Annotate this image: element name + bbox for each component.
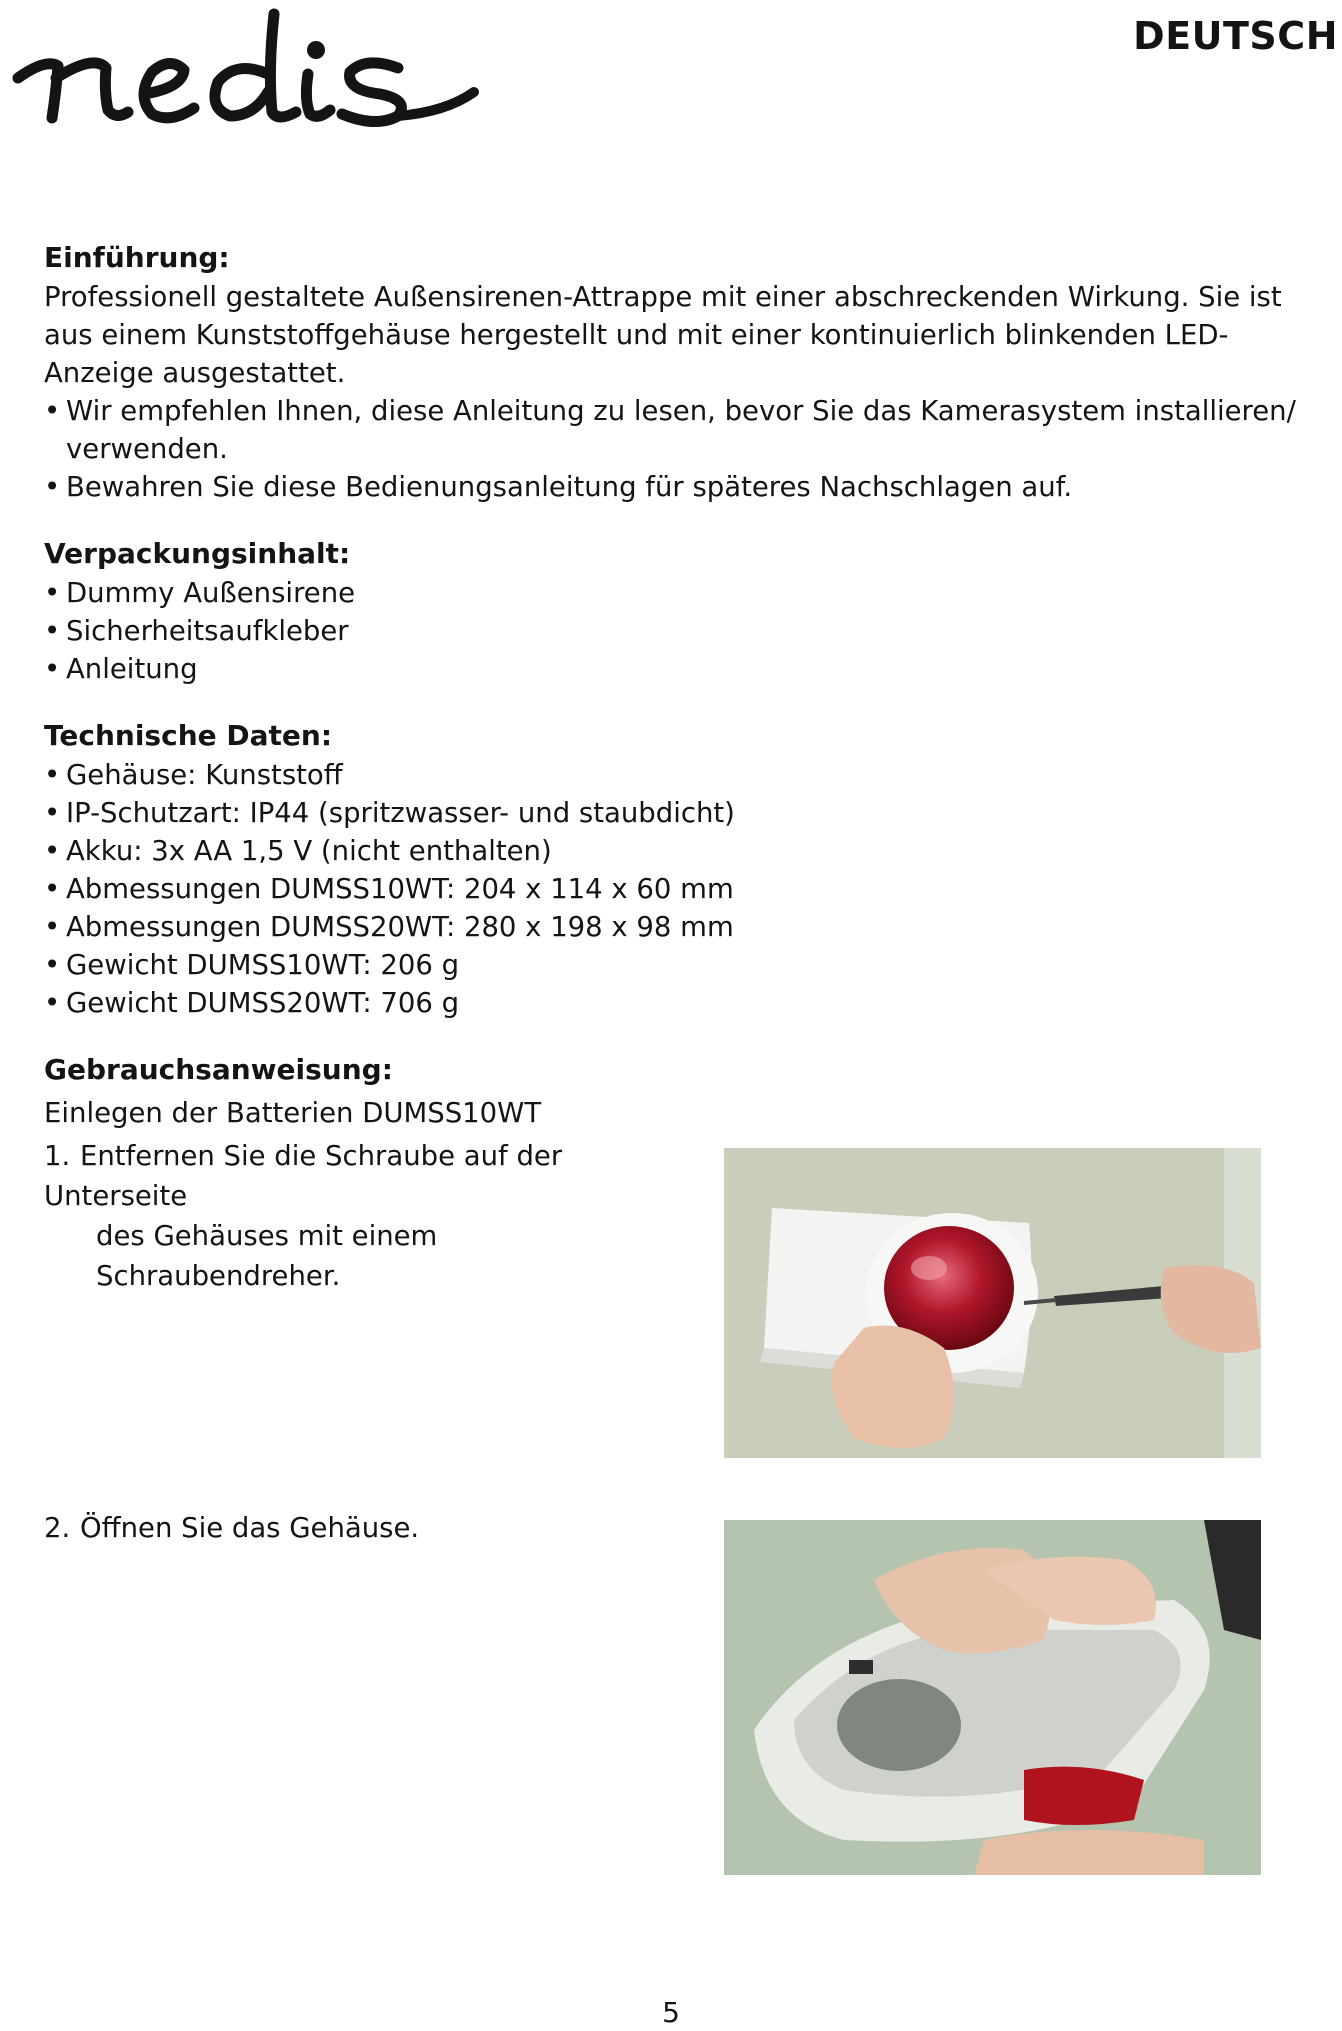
language-label: DEUTSCH	[1133, 14, 1338, 58]
intro-bullets	[44, 392, 1304, 506]
package-item: • Anleitung	[44, 650, 1304, 688]
step-text: Entfernen Sie die Schraube auf der Unterseite	[44, 1140, 563, 1212]
spec-item: • Gewicht DUMSS20WT: 706 g	[44, 984, 1304, 1022]
spec-item: • Gewicht DUMSS10WT: 206 g	[44, 946, 1304, 984]
step-1	[44, 1136, 684, 1296]
usage-section	[44, 1050, 1304, 1132]
package-item: • Dummy Außensirene	[44, 574, 1304, 612]
photo-open-housing	[724, 1520, 1261, 1875]
specs-heading: Technische Daten:	[44, 719, 333, 752]
specs-list	[44, 756, 1304, 1022]
usage-subheading: Einlegen der Batterien DUMSS10WT	[44, 1097, 542, 1129]
step-2	[44, 1508, 419, 1548]
intro-bullet: • Wir empfehlen Ihnen, diese Anleitung zu lesen, bevor Sie das Kamerasystem installieren/ verwenden.	[44, 392, 1304, 468]
page-number: 5	[662, 1996, 680, 2029]
document-body	[44, 238, 1304, 1132]
intro-bullet: • Bewahren Sie diese Bedienungsanleitung für späteres Nachschlagen auf.	[44, 468, 1304, 506]
spec-item: • Abmessungen DUMSS10WT: 204 x 114 x 60 mm	[44, 870, 1304, 908]
package-heading: Verpackungsinhalt:	[44, 537, 351, 570]
spec-item: • IP-Schutzart: IP44 (spritzwasser- und staubdicht)	[44, 794, 1304, 832]
step-number: 2.	[44, 1512, 71, 1544]
package-section	[44, 534, 1304, 688]
package-list	[44, 574, 1304, 688]
intro-section	[44, 238, 1304, 506]
nedis-logo	[6, 0, 506, 140]
intro-text: Professionell gestaltete Außensirenen-Attrappe mit einer abschreckenden Wirkung. Sie ist aus einem Kunststoffgehäuse hergestellt und mit einer kontinuierlich blinkenden LED-Anzeige ausgestattet.	[44, 281, 1282, 389]
intro-heading: Einführung:	[44, 241, 230, 274]
spec-item: • Akku: 3x AA 1,5 V (nicht enthalten)	[44, 832, 1304, 870]
step-text-continued: des Gehäuses mit einem Schraubendreher.	[96, 1220, 438, 1292]
photo-remove-screw	[724, 1148, 1261, 1458]
spec-item: • Abmessungen DUMSS20WT: 280 x 198 x 98 mm	[44, 908, 1304, 946]
specs-section	[44, 716, 1304, 1022]
usage-heading: Gebrauchsanweisung:	[44, 1053, 393, 1086]
spec-item: • Gehäuse: Kunststoff	[44, 756, 1304, 794]
step-text: Öffnen Sie das Gehäuse.	[80, 1512, 420, 1544]
step-number: 1.	[44, 1140, 71, 1172]
package-item: • Sicherheitsaufkleber	[44, 612, 1304, 650]
